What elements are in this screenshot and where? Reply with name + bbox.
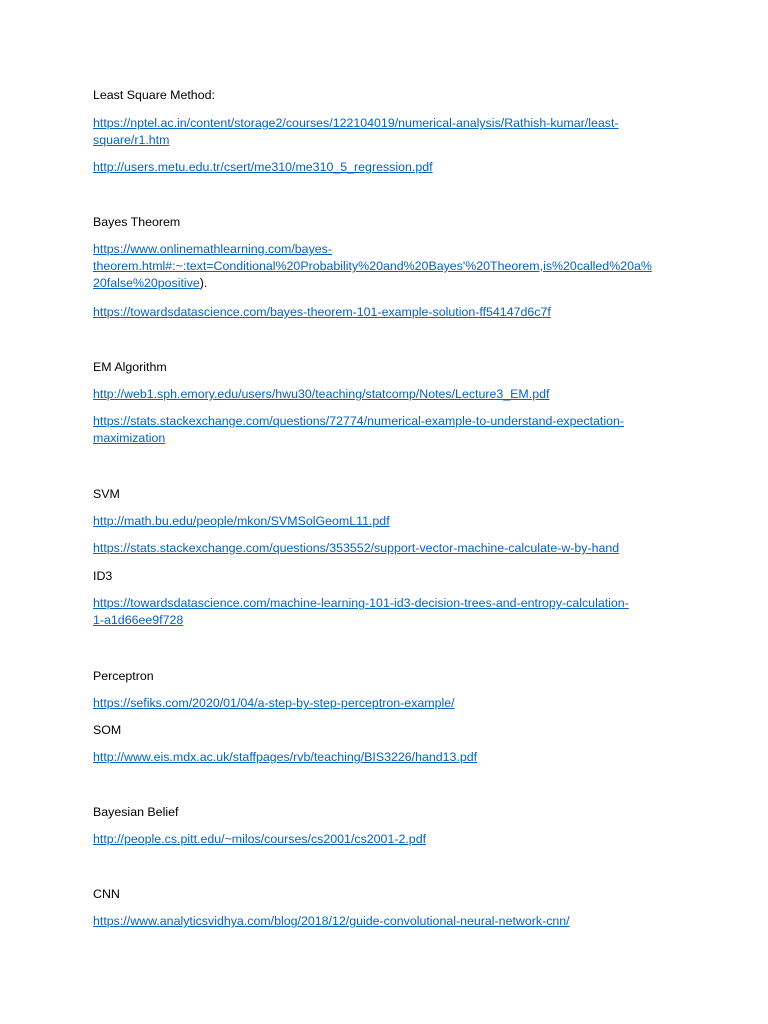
link-bayes-onlinemathlearning[interactable] <box>93 241 683 292</box>
link-text-line[interactable]: 20false%20positive <box>93 276 200 290</box>
link-text-line[interactable]: http://people.cs.pitt.edu/~milos/courses/cs2001/cs2001-2.pdf <box>93 832 427 846</box>
link-text-line[interactable]: https://www.onlinemathlearning.com/bayes- <box>93 242 332 256</box>
link-least-square-nptel[interactable] <box>93 115 683 149</box>
link-text-line[interactable]: theorem.html#:~:text=Conditional%20Probability%20and%20Bayes'%20Theorem,is%20called%20a% <box>93 259 652 273</box>
section-heading-svm: SVM <box>93 487 120 501</box>
link-text-line[interactable]: https://nptel.ac.in/content/storage2/courses/122104019/numerical-analysis/Rathish-kumar/least- <box>93 116 619 130</box>
section-heading-least-square: Least Square Method: <box>93 88 215 102</box>
link-cnn-analyticsvidhya[interactable] <box>93 913 683 930</box>
link-text-line[interactable]: maximization <box>93 431 166 445</box>
link-svm-stackexchange[interactable] <box>93 540 683 557</box>
link-som-mdx[interactable] <box>93 749 683 766</box>
section-heading-perceptron: Perceptron <box>93 669 154 683</box>
link-text-line[interactable]: https://stats.stackexchange.com/questions/72774/numerical-example-to-understand-expectation- <box>93 414 625 428</box>
section-heading-som: SOM <box>93 723 122 737</box>
link-text-line[interactable]: https://towardsdatascience.com/machine-learning-101-id3-decision-trees-and-entropy-calculation- <box>93 596 629 610</box>
link-em-emory[interactable] <box>93 386 683 403</box>
link-least-square-metu[interactable] <box>93 159 683 176</box>
trailing-punctuation: ). <box>199 276 208 290</box>
section-heading-bayes-theorem: Bayes Theorem <box>93 215 181 229</box>
link-text-line[interactable]: https://stats.stackexchange.com/questions/353552/support-vector-machine-calculate-w-by-hand <box>93 541 620 555</box>
link-id3-towardsdatascience[interactable] <box>93 595 683 629</box>
link-text-line[interactable]: http://users.metu.edu.tr/csert/me310/me310_5_regression.pdf <box>93 160 433 174</box>
link-text-line[interactable]: http://math.bu.edu/people/mkon/SVMSolGeomL11.pdf <box>93 514 390 528</box>
section-heading-em-algorithm: EM Algorithm <box>93 360 167 374</box>
link-text-line[interactable]: https://sefiks.com/2020/01/04/a-step-by-step-perceptron-example/ <box>93 696 455 710</box>
section-heading-id3: ID3 <box>93 569 113 583</box>
link-svm-bu[interactable] <box>93 513 683 530</box>
link-text-line[interactable]: https://www.analyticsvidhya.com/blog/2018/12/guide-convolutional-neural-network-cnn/ <box>93 914 570 928</box>
link-bayes-towardsdatascience[interactable] <box>93 304 683 321</box>
link-em-stackexchange[interactable] <box>93 413 683 447</box>
section-heading-bayesian-belief: Bayesian Belief <box>93 805 179 819</box>
link-text-line[interactable]: 1-a1d66ee9f728 <box>93 613 184 627</box>
link-text-line[interactable]: https://towardsdatascience.com/bayes-theorem-101-example-solution-ff54147d6c7f <box>93 305 551 319</box>
section-heading-cnn: CNN <box>93 887 120 901</box>
link-text-line[interactable]: http://web1.sph.emory.edu/users/hwu30/teaching/statcomp/Notes/Lecture3_EM.pdf <box>93 387 550 401</box>
link-perceptron-sefiks[interactable] <box>93 695 683 712</box>
link-text-line[interactable]: http://www.eis.mdx.ac.uk/staffpages/rvb/teaching/BIS3226/hand13.pdf <box>93 750 478 764</box>
link-bayesian-belief-pitt[interactable] <box>93 831 683 848</box>
link-text-line[interactable]: square/r1.htm <box>93 133 170 147</box>
